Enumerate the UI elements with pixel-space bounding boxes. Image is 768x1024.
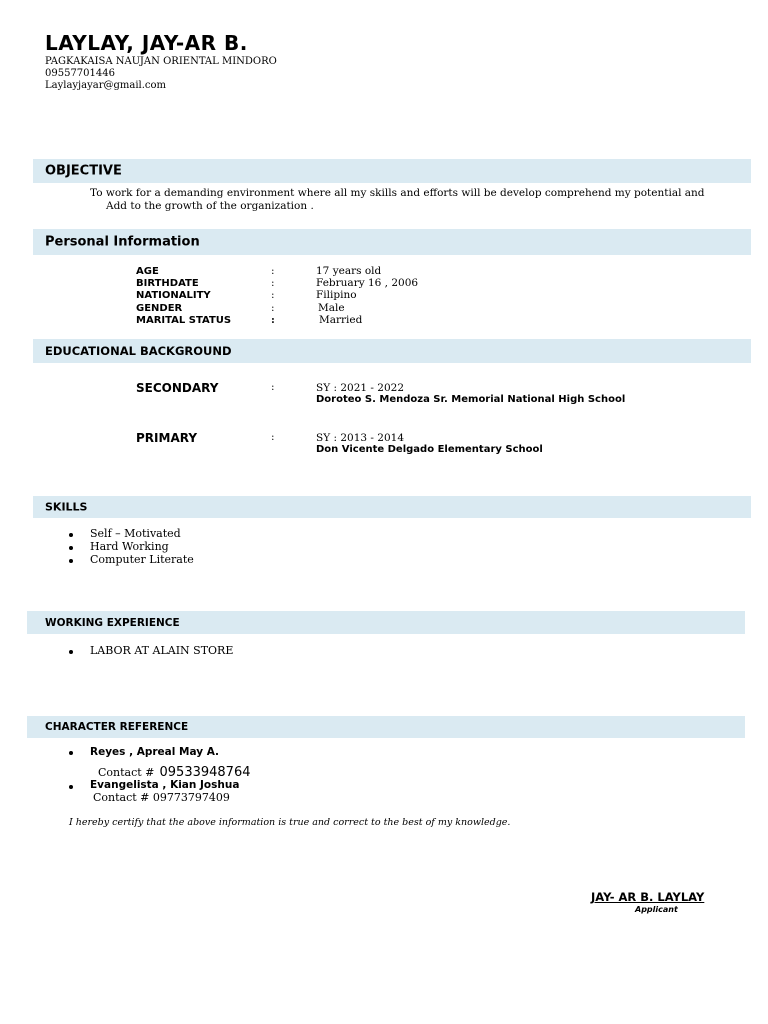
- reference-name: Reyes , Apreal May A.: [90, 746, 220, 758]
- reference-heading: CHARACTER REFERENCE: [45, 721, 189, 733]
- certification-statement: I hereby certify that the above information is true and correct to the best of my knowledge.: [69, 817, 511, 828]
- work-item: LABOR AT ALAIN STORE: [90, 644, 234, 657]
- objective-line-1: To work for a demanding environment where all my skills and efforts will be develop comprehend my potential and: [90, 187, 705, 199]
- skills-section-band: [33, 496, 751, 518]
- nationality-separator: :: [271, 289, 275, 301]
- signature-name: JAY- AR B. LAYLAY: [591, 890, 705, 904]
- marital-status-label: MARITAL STATUS: [136, 315, 232, 326]
- bullet-icon: [69, 751, 73, 755]
- age-separator: :: [271, 265, 275, 277]
- skill-item: Computer Literate: [90, 553, 194, 566]
- signature-role: Applicant: [635, 905, 678, 914]
- gender-separator: :: [271, 302, 275, 314]
- secondary-separator: :: [271, 381, 275, 393]
- age-label: AGE: [136, 266, 159, 277]
- objective-heading: OBJECTIVE: [45, 163, 122, 179]
- contact-label: Contact #: [93, 791, 150, 804]
- primary-label: PRIMARY: [136, 431, 198, 445]
- objective-line-2: Add to the growth of the organization .: [106, 200, 314, 212]
- personal-info-section-band: [33, 229, 751, 255]
- reference-contact: [98, 761, 250, 780]
- bullet-icon: [69, 533, 73, 537]
- birthdate-label: BIRTHDATE: [136, 278, 199, 289]
- bullet-icon: [69, 559, 73, 563]
- gender-value: Male: [318, 302, 345, 314]
- reference-section-band: [27, 716, 745, 738]
- applicant-name: LAYLAY, JAY-AR B.: [45, 31, 248, 55]
- birthdate-separator: :: [271, 277, 275, 289]
- email: Laylayjayar@gmail.com: [45, 80, 167, 91]
- age-value: 17 years old: [316, 265, 382, 277]
- skill-item: Self – Motivated: [90, 527, 181, 540]
- primary-separator: :: [271, 431, 275, 443]
- secondary-school-name: Doroteo S. Mendoza Sr. Memorial National High School: [316, 394, 626, 405]
- birthdate-value: February 16 , 2006: [316, 277, 419, 289]
- work-section-band: [27, 611, 745, 634]
- nationality-label: NATIONALITY: [136, 290, 211, 301]
- bullet-icon: [69, 546, 73, 550]
- bullet-icon: [69, 785, 73, 789]
- gender-label: GENDER: [136, 303, 183, 314]
- contact-number: 09773797409: [152, 791, 230, 804]
- objective-section-band: [33, 159, 751, 183]
- skill-item: Hard Working: [90, 540, 169, 553]
- personal-info-heading: Personal Information: [45, 234, 200, 250]
- contact-number: 09533948764: [159, 765, 251, 780]
- phone: 09557701446: [45, 68, 115, 79]
- contact-label: Contact #: [98, 766, 155, 779]
- secondary-label: SECONDARY: [136, 381, 219, 395]
- secondary-school-year: SY : 2021 - 2022: [316, 382, 405, 394]
- work-heading: WORKING EXPERIENCE: [45, 616, 180, 629]
- skills-heading: SKILLS: [45, 500, 88, 514]
- education-section-band: [33, 339, 751, 363]
- reference-contact: [93, 791, 230, 804]
- marital-status-separator: :: [271, 314, 275, 326]
- primary-school-year: SY : 2013 - 2014: [316, 432, 405, 444]
- address: PAGKAKAISA NAUJAN ORIENTAL MINDORO: [45, 56, 277, 67]
- nationality-value: Filipino: [316, 289, 357, 301]
- marital-status-value: Married: [319, 314, 363, 326]
- reference-name: Evangelista , Kian Joshua: [90, 779, 240, 791]
- bullet-icon: [69, 650, 73, 654]
- primary-school-name: Don Vicente Delgado Elementary School: [316, 444, 543, 455]
- education-heading: EDUCATIONAL BACKGROUND: [45, 344, 232, 358]
